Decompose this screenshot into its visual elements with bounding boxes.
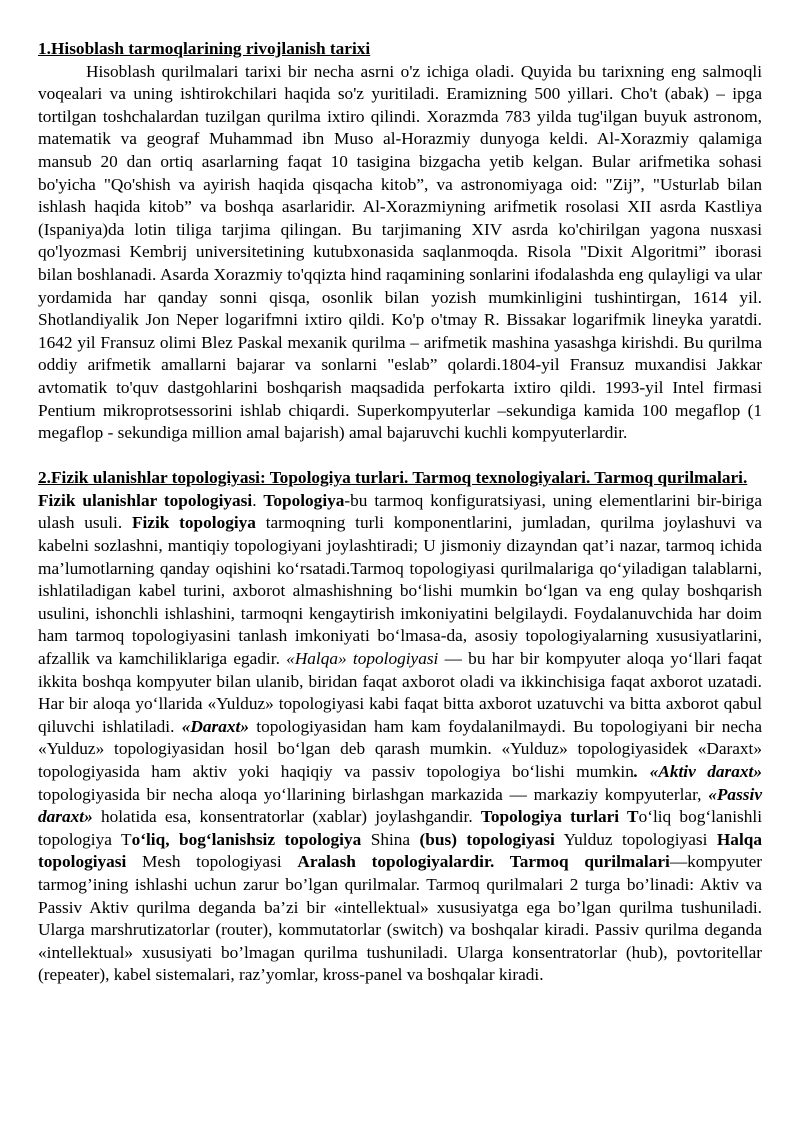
section-1-heading: 1.Hisoblash tarmoqlarining rivojlanish tarixi: [38, 39, 371, 58]
text-run: topologiyasida bir necha aloqa yo‘llarining birlashgan markazida — markaziy kompyuterlar,: [38, 784, 709, 804]
text-run: «Daraxt»: [181, 716, 249, 736]
text-run: «Halqa» topologiyasi: [286, 649, 439, 669]
text-run: o‘liq bog‘lanishli topologiya T: [38, 807, 762, 849]
text-run: Mesh topologiyasi: [126, 852, 298, 872]
section-spacer: [38, 445, 762, 468]
section-2-paragraph: [38, 490, 762, 987]
document-page: [38, 38, 762, 987]
text-run: Shina: [361, 829, 420, 849]
text-run: .: [252, 490, 264, 510]
text-run: —kompyuter tarmog’ining ishlashi uchun zarur bo’lgan qurilmalar. Tarmoq qurilmalari 2 turga bo’linadi: Aktiv va Passiv Aktiv qurilma deganda ba’zi bir «intellektual» xususiyatga ega bo’lgan qurilma tushuniladi. Ularga marshrutizatorlar (router), kommutatorlar (switch) va boshqalar kiradi. Passiv qurilma deganda «intellektual» xususiyati bo’lmagan qurilma tushuniladi. Ularga konsentratorlar (hub), povtoritellar (repeater), kabel sistemalari, raz’yomlar, kross-panel va boshqalar kiradi.: [38, 852, 762, 985]
text-run: topologiyasidan ham kam foydalanilmaydi. Bu topologiyani bir necha «Yulduz» topologiyasidan hosil bo‘lgan deb qarash mumkin. «Yulduz» topologiyasidek «Daraxt» topologiyasida ham aktiv yoki haqiqiy va passiv topologiya bo‘lishi mumkin: [38, 716, 762, 781]
text-run: «Passiv daraxt»: [38, 784, 762, 827]
text-run: Topologiya turlari T: [480, 807, 639, 827]
text-run: o‘liq, bog‘lanishsiz topologiya: [131, 829, 362, 849]
section-2-heading: 2.Fizik ulanishlar topologiyasi: Topologiya turlari. Tarmoq texnologiyalari. Tarmoq qurilmalari.: [38, 468, 748, 488]
text-run: Aralash topologiyalardir. Tarmoq qurilmalari: [297, 852, 670, 872]
text-run: Yulduz topologiyasi: [554, 829, 717, 849]
text-run: . «Aktiv daraxt»: [633, 762, 762, 781]
section-1-paragraph: Hisoblash qurilmalari tarixi bir necha asrni o'z ichiga oladi. Quyida bu tarixning eng salmoqli voqealari va uning ishtirokchilari haqida so'z yuritiladi. Eramizning 500 yillari. Cho't (abak) – ipga tortilgan toshchalardan tuzilgan qurilma ixtiro qilindi. Xorazmda 783 yilda tug'ilgan buyuk astronom, matematik va geograf Muhammad ibn Muso al-Horazmiy dunyoga keldi. Al-Xorazmiy qalamiga mansub 20 dan ortiq asarlarning faqat 10 tasigina bizgacha yetib kelgan. Bular arifmetika sohasi bo'yicha "Qo'shish va ayirish haqida qisqacha kitob”, va astronomiyaga oid: "Zij”, "Usturlab bilan ishlash haqida kitob” va boshqa asarlaridir. Al-Xorazmiyning arifmetik rosolasi XII asrda Kastliya (Ispaniya)da lotin tiliga tarjima qilingan. Bu tarjimaning XIV asrda ko'chirilgan yagona nusxasi qo'lyozmasi Kembrij universitetining kutubxonasida saqlanmoqda. Risola "Dixit Algoritmi” iborasi bilan boshlanadi. Asarda Xorazmiy to'qqizta hind raqamining sonlarini ifodalashda eng qulayligi va ular yordamida har qanday sonni qisqa, osonlik bilan yozish mumkinligini tushintirgan, 1614 yil. Shotlandiyalik Jon Neper logarifmni ixtiro qildi. Ko'p o'tmay R. Bissakar logarifmik lineyka yaratdi. 1642 yil Fransuz olimi Blez Paskal mexanik qurilma – arifmetik mashina yasashga kirishdi. Bu qurilma oddiy arifmetik amallarni bajarar va sonlarni "eslab” qolardi.1804-yil Fransuz muxandisi Jakkar avtomatik to'quv dastgohlarini boshqarish maqsadida perfokarta ixtiro qildi. 1993-yil Intel firmasi Pentium mikroprotsessorini ishlab chiqardi. Superkompyuterlar –sekundiga kamida 100 megaflop (1 megaflop - sekundiga million amal bajarish) amal bajaruvchi kuchli kompyuterlardir.: [38, 61, 762, 443]
text-run: — bu har bir kompyuter aloqa yo‘llari faqat ikkita boshqa kompyuter bilan ulanib, biridan faqat axborot oladi va ikkinchisiga faqat axborot uzatadi. Har bir aloqa yo‘llarida «Yulduz» topologiyasi kabi faqat bitta axborot uzatuvchi va bitta axborot qabul qiluvchi ishlatiladi.: [38, 649, 762, 736]
text-run: Fizik topologiya: [131, 513, 256, 533]
text-run: -bu tarmoq konfiguratsiyasi, uning elementlarini bir-biriga ulash usuli.: [38, 490, 762, 533]
text-run: holatida esa, konsentratorlar (xablar) joylashgandir.: [92, 807, 481, 827]
text-run: Halqa topologiyasi: [38, 829, 762, 872]
text-run: (bus) topologiyasi: [419, 829, 555, 849]
text-run: tarmoqning turli komponentlarini, jumladan, qurilma joylashuvi va kabelni sozlashni, mantiqiy topologiyani joylashtiradi; U jismoniy dizayndan qat’i nazar, tarmoq ichida ma’lumotlarning qanday oqishini ko‘rsatadi.Tarmoq topologiyasi qurilmalariga qo‘yiladigan talablarni, ishlatiladigan kabel turini, axborot almashishning bo‘lishi mumkin bo‘lgan va eng qulay boshqarish usulini, ishonchli ishlashini, tarmoqni kengaytirish imkoniyatini belgilaydi. Foydalanuvchida har doim ham tarmoq topologiyasini tanlash imkoniyati bo‘lmasa-da, asosiy topologiyalarning xususiyatlarini, afzallik va kamchiliklariga egadir.: [38, 513, 762, 669]
text-run: Fizik ulanishlar topologiyasi: [38, 490, 253, 510]
text-run: Topologiya: [263, 490, 345, 510]
